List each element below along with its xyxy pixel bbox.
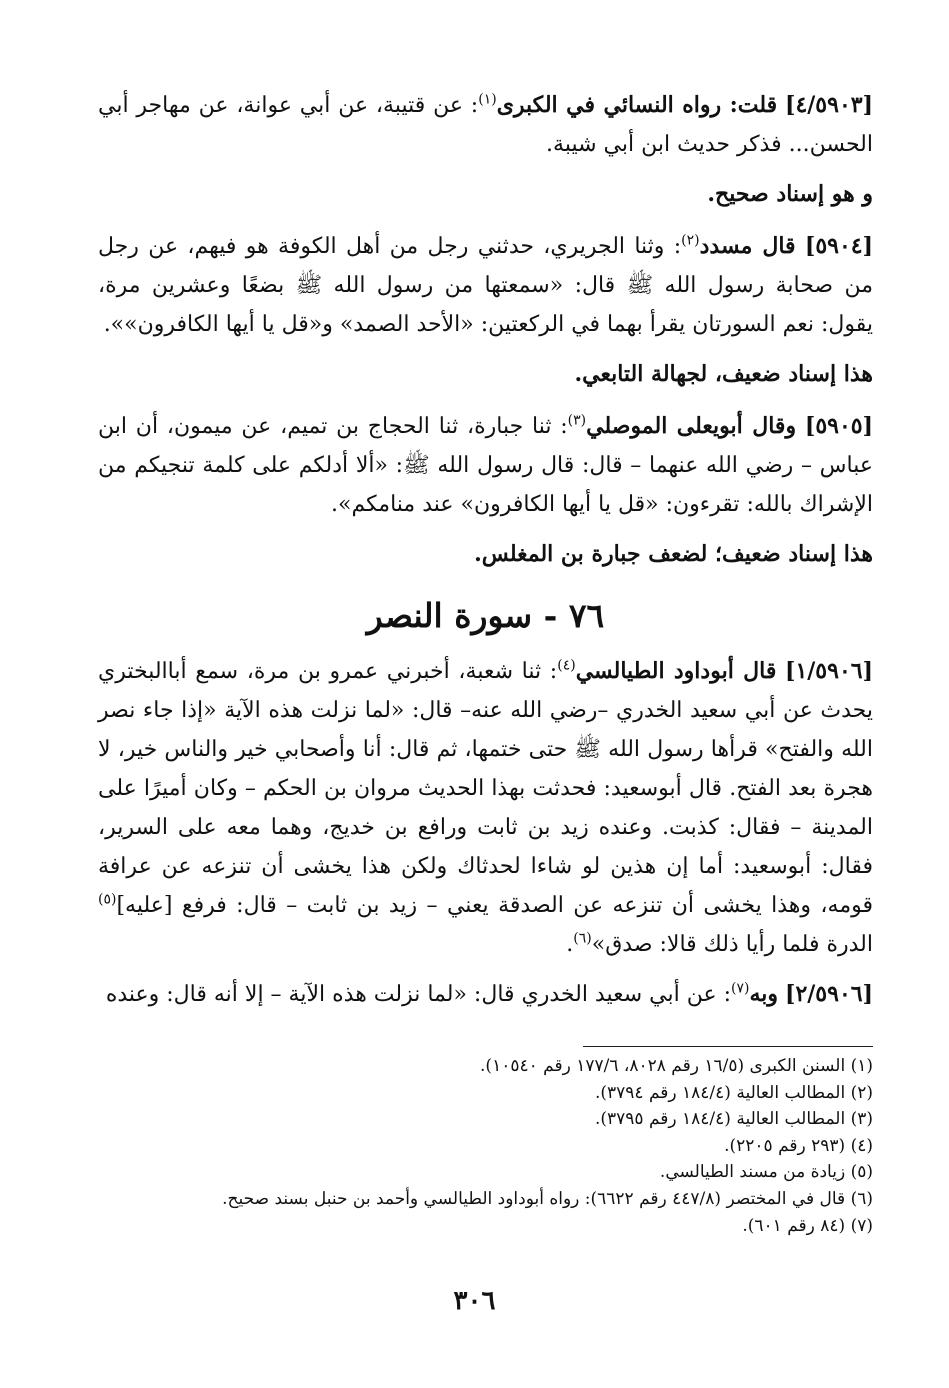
hadith-lead: وقال أبويعلى الموصلي <box>586 413 797 439</box>
hadith-lead: قلت: رواه النسائي في الكبرى <box>496 92 778 118</box>
hadith-5905 <box>98 407 873 524</box>
grading-5905: هذا إسناد ضعيف؛ لضعف جبارة بن المغلس. <box>474 541 873 567</box>
hadith-text: : عن أبي سعيد الخدري قال: «لما نزلت هذه الآية – إلا أنه قال: وعنده <box>105 982 732 1007</box>
hadith-text: : عن قتيبة، عن أبي عوانة، عن مهاجر أبي الحسن... فذكر حديث ابن أبي شيبة. <box>98 93 873 157</box>
hadith-text: : ثنا جبارة، ثنا الحجاج بن تميم، عن ميمون، أن ابن عباس – رضي الله عنهما – قال: قال رسول الله ﷺ: «ألا أدلكم على كلمة تنجيكم من الإشراك بالله: تقرءون: «قل يا أيها الكافرون» عند منامكم». <box>98 414 873 517</box>
hadith-number: [٢/٥٩٠٦] <box>785 981 873 1007</box>
hadith-text: : وثنا الجريري، حدثني رجل من أهل الكوفة هو فيهم، عن رجل من صحابة رسول الله ﷺ قال: «سمعتها من رسول الله ﷺ بضعًا وعشرين مرة، يقول: نعم السورتان يقرأ بهما في الركعتين: «الأحد الصمد» و«قل يا أيها الكافرون»». <box>98 234 873 337</box>
surah-heading: ٧٦ - سورة النصر <box>366 596 605 635</box>
page-number: ٣٠٦ <box>453 1286 496 1316</box>
footnote-marker: (٤) <box>557 657 576 674</box>
footnote-1: (١) السنن الكبرى (١٦/٥ رقم ٨٠٢٨، ١٧٧/٦ رقم ١٠٥٤٠). <box>480 1056 873 1076</box>
hadith-lead: وبه <box>749 981 779 1007</box>
footnote-marker: (٢) <box>681 232 700 249</box>
footnote-4: (٤) (٢٩٣ رقم ٢٢٠٥). <box>724 1135 873 1156</box>
grading-5903: و هو إسناد صحيح. <box>707 181 873 207</box>
footnote-7: (٧) (٨٤ رقم ٦٠١). <box>742 1215 873 1236</box>
hadith-5906-2 <box>98 975 873 1014</box>
grading-5904: هذا إسناد ضعيف، لجهالة التابعي. <box>574 361 873 387</box>
footnote-marker: (٥) <box>98 891 117 908</box>
hadith-text-end: . <box>566 932 574 957</box>
footnote-marker: (٣) <box>567 412 587 429</box>
footnote-divider <box>583 1046 873 1047</box>
footnote-6: (٦) قال في المختصر (٤٤٧/٨ رقم ٦٦٢٢): رواه أبوداود الطيالسي وأحمد بن حنبل بسند صحيح. <box>222 1188 873 1209</box>
hadith-number: [٥٩٠٤] <box>804 233 874 259</box>
hadith-number: [٤/٥٩٠٣] <box>785 92 873 118</box>
footnote-2: (٢) المطالب العالية (١٨٤/٤ رقم ٣٧٩٤). <box>594 1082 873 1103</box>
hadith-5903-4 <box>98 86 873 164</box>
hadith-number: [٥٩٠٥] <box>804 413 873 439</box>
hadith-5906-1 <box>98 652 873 964</box>
hadith-number: [١/٥٩٠٦] <box>785 658 873 684</box>
hadith-text-cont: الدرة فلما رأيا ذلك قالا: صدق» <box>591 932 873 957</box>
footnote-marker: (٧) <box>731 980 750 997</box>
footnote-3: (٣) المطالب العالية (١٨٤/٤ رقم ٣٧٩٥). <box>594 1109 873 1130</box>
footnote-5: (٥) زيادة من مسند الطيالسي. <box>659 1162 873 1183</box>
footnotes <box>98 1046 873 1239</box>
hadith-text: : ثنا شعبة، أخبرني عمرو بن مرة، سمع أباالبختري يحدث عن أبي سعيد الخدري –رضي الله عنه– قال: «لما نزلت هذه الآية «إذا جاء نصر الله والفتح» قرأها رسول الله ﷺ حتى ختمها، ثم قال: أنا وأصحابي خير والناس خير، لا هجرة بعد الفتح. قال أبوسعيد: فحدثت بهذا الحديث مروان بن الحكم – وكان أميرًا على المدينة – فقال: كذبت. وعنده زيد بن ثابت ورافع بن خديج، وهما معه على السرير، فقال: أبوسعيد: أما إن هذين لو شاءا لحدثاك ولكن هذا يخشى أن تنزعه عن عرافة قومه، وهذا يخشى أن تنزعه عن الصدقة يعني – زيد بن ثابت – قال: فرفع [عليه] <box>98 659 873 918</box>
footnote-marker: (١) <box>478 91 497 108</box>
hadith-lead: قال مسدد <box>699 233 796 259</box>
main-text <box>98 86 873 1025</box>
hadith-lead: قال أبوداود الطيالسي <box>575 658 777 684</box>
hadith-5904 <box>98 227 873 344</box>
footnote-marker: (٦) <box>573 930 592 947</box>
